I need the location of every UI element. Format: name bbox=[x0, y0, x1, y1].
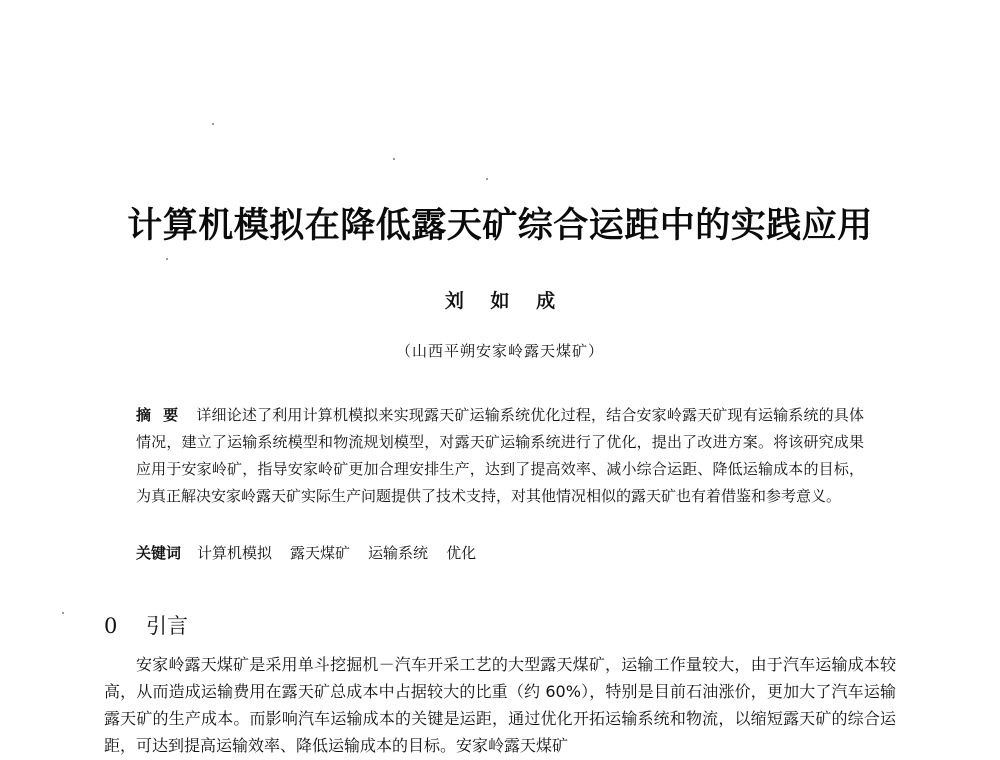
body-paragraph: 安家岭露天煤矿是采用单斗挖掘机－汽车开采工艺的大型露天煤矿，运输工作量较大，由于汽车运输成本较高，从而造成运输费用在露天矿总成本中占据较大的比重（约 60%），特别是目前石油涨价，更加大了汽车运输露天矿的生产成本。而影响汽车运输成本的关键是运距，通过优化开拓运输系统和物流，以缩短露天矿的综合运距，可达到提高运输效率、降低运输成本的目标。安家岭露天煤矿 bbox=[104, 655, 896, 755]
keyword-item: 优化 bbox=[446, 544, 477, 562]
scan-speck bbox=[212, 123, 214, 125]
keywords-block bbox=[136, 541, 864, 565]
keywords-label: 关键词 bbox=[136, 544, 182, 562]
section-title: 引言 bbox=[146, 614, 188, 638]
abstract-label: 摘要 bbox=[136, 406, 191, 424]
scan-speck bbox=[62, 612, 64, 614]
keyword-item: 计算机模拟 bbox=[197, 544, 273, 562]
abstract-block bbox=[136, 402, 864, 510]
section-number: 0 bbox=[104, 614, 118, 638]
scan-speck bbox=[486, 178, 488, 180]
section-heading bbox=[104, 610, 188, 640]
abstract-text: 详细论述了利用计算机模拟来实现露天矿运输系统优化过程，结合安家岭露天矿现有运输系统的具体情况，建立了运输系统模型和物流规划模型，对露天矿运输系统进行了优化，提出了改进方案。将该研究成果应用于安家岭矿，指导安家岭矿更加合理安排生产，达到了提高效率、减小综合运距、降低运输成本的目标，为真正解决安家岭露天矿实际生产问题提供了技术支持，对其他情况相似的露天矿也有着借鉴和参考意义。 bbox=[136, 406, 864, 505]
scan-speck bbox=[166, 258, 168, 260]
paper-author: 刘 如 成 bbox=[444, 290, 566, 312]
paper-title: 计算机模拟在降低露天矿综合运距中的实践应用 bbox=[127, 205, 873, 246]
keyword-item: 运输系统 bbox=[368, 544, 429, 562]
paper-affiliation: （山西平朔安家岭露天煤矿） bbox=[395, 342, 604, 360]
scan-speck bbox=[393, 158, 395, 160]
keyword-item: 露天煤矿 bbox=[290, 544, 351, 562]
